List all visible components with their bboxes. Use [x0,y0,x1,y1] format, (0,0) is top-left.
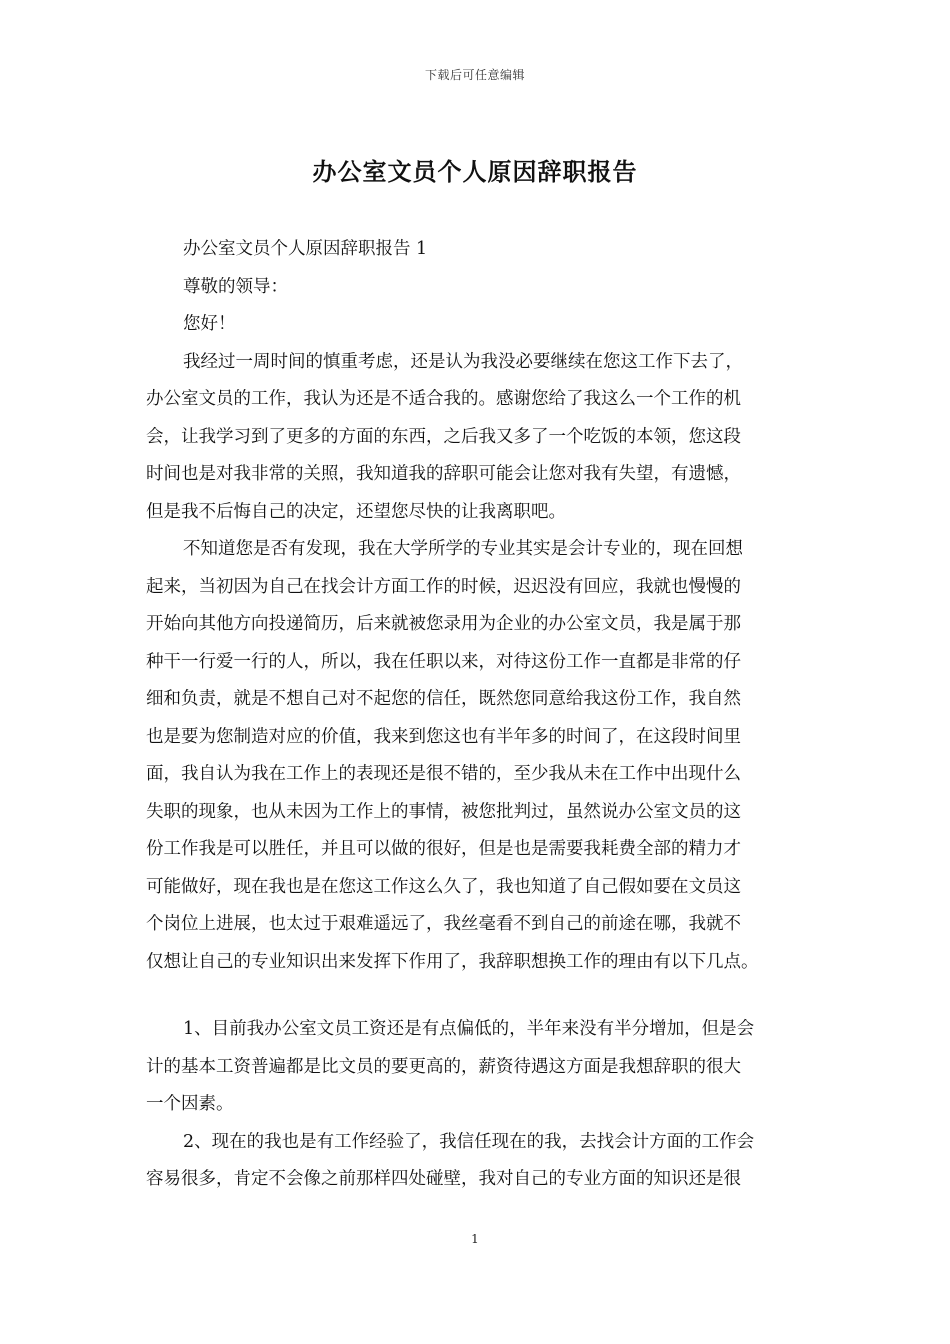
paragraph-line: 计的基本工资普遍都是比文员的要更高的，薪资待遇这方面是我想辞职的很大 [146,1056,741,1077]
salutation: 尊敬的领导： [183,276,288,297]
paragraph-line: 时间也是对我非常的关照，我知道我的辞职可能会让您对我有失望，有遗憾， [146,464,741,484]
paragraph-4 [146,1124,806,1199]
page-header-note: 下载后可任意编辑 [424,68,525,82]
paragraph-line: 一个因素。 [146,1094,234,1114]
paragraph-line: 仅想让自己的专业知识出来发挥下作用了，我辞职想换工作的理由有以下几点。 [146,951,759,972]
page-number: 1 [471,1232,479,1246]
paragraph-2 [146,531,806,981]
paragraph-line: 会，让我学习到了更多的方面的东西，之后我又多了一个吃饭的本领，您这段 [146,426,741,447]
paragraph-line: 开始向其他方向投递简历，后来就被您录用为企业的办公室文员，我是属于那 [146,614,741,634]
paragraph-line: 种干一行爱一行的人，所以，我在任职以来，对待这份工作一直都是非常的仔 [146,651,741,672]
paragraph-3 [146,1011,806,1124]
paragraph-line: 起来，当初因为自己在找会计方面工作的时候，迟迟没有回应，我就也慢慢的 [146,576,741,597]
paragraph-line: 我经过一周时间的慎重考虑，还是认为我没必要继续在您这工作下去了， [183,351,743,372]
paragraph-line: 细和负责，就是不想自己对不起您的信任，既然您同意给我这份工作，我自然 [146,689,741,709]
paragraph-line: 份工作我是可以胜任，并且可以做的很好，但是也是需要我耗费全部的精力才 [146,839,741,859]
paragraph-line: 办公室文员的工作，我认为还是不适合我的。感谢您给了我这么一个工作的机 [146,389,741,409]
paragraph-line: 可能做好，现在我也是在您这工作这么久了，我也知道了自己假如要在文员这 [146,876,741,897]
report-subtitle: 办公室文员个人原因辞职报告 1 [183,239,428,259]
paragraph-line: 但是我不后悔自己的决定，还望您尽快的让我离职吧。 [146,501,566,522]
paragraph-line: 容易很多，肯定不会像之前那样四处碰壁，我对自己的专业方面的知识还是很 [146,1169,741,1189]
paragraph-line: 不知道您是否有发现，我在大学所学的专业其实是会计专业的，现在回想 [183,539,743,559]
paragraph-line: 2、现在的我也是有工作经验了，我信任现在的我，去找会计方面的工作会 [183,1131,755,1152]
paragraph-line: 失职的现象，也从未因为工作上的事情，被您批判过，虽然说办公室文员的这 [146,801,741,822]
paragraph-line: 面，我自认为我在工作上的表现还是很不错的，至少我从未在工作中出现什么 [146,764,741,784]
paragraph-line: 也是要为您制造对应的价值，我来到您这也有半年多的时间了，在这段时间里 [146,726,741,747]
paragraph-line: 1、目前我办公室文员工资还是有点偏低的，半年来没有半分增加，但是会 [183,1019,755,1039]
document-body [146,231,806,1199]
greeting: 您好！ [183,314,236,334]
document-title: 办公室文员个人原因辞职报告 [312,157,638,186]
paragraph-spacer [146,981,806,1011]
paragraph-line: 个岗位上进展，也太过于艰难遥远了，我丝毫看不到自己的前途在哪，我就不 [146,914,741,934]
paragraph-1 [146,344,806,532]
